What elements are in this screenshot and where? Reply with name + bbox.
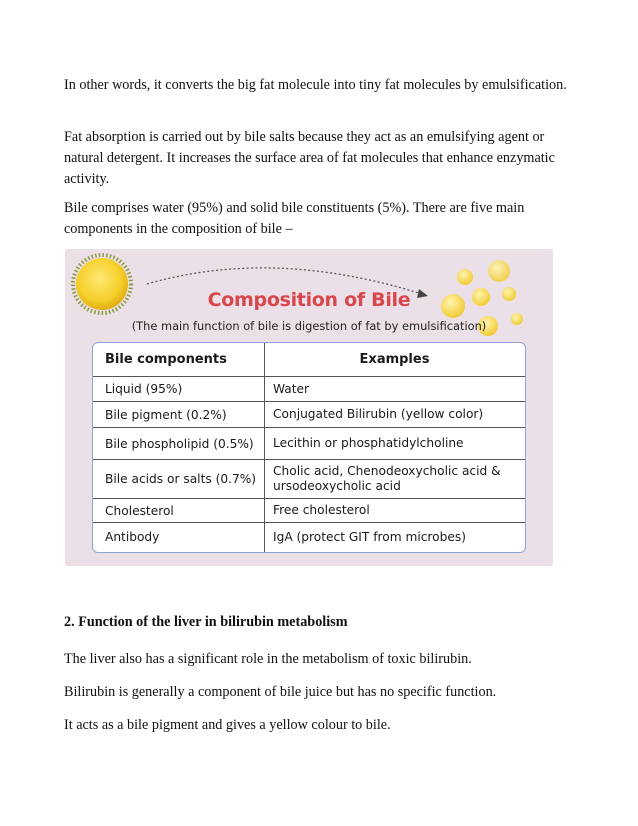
example-cell: Water	[273, 381, 310, 396]
figure-subtitle: (The main function of bile is digestion of fat by emulsification)	[131, 319, 487, 333]
paragraph-bilirubin-component: Bilirubin is generally a component of bile juice but has no specific function.	[64, 684, 497, 700]
table-header-row	[93, 343, 525, 376]
table-row	[93, 428, 525, 459]
example-cell: Cholic acid, Chenodeoxycholic acid & ursodeoxycholic acid	[273, 464, 501, 493]
component-cell: Antibody	[105, 530, 160, 544]
component-cell: Bile phospholipid (0.5%)	[105, 436, 254, 451]
example-cell: Lecithin or phosphatidylcholine	[273, 436, 464, 450]
paragraph-bile-composition: Bile comprises water (95%) and solid bile constituents (5%). There are five main components in the composition of bile –	[64, 200, 525, 237]
header-bile-components: Bile components	[105, 352, 227, 367]
section-heading: 2. Function of the liver in bilirubin metabolism	[64, 614, 348, 630]
example-cell: Free cholesterol	[273, 503, 370, 517]
paragraph-emulsification: In other words, it converts the big fat molecule into tiny fat molecules by emulsification.	[64, 77, 567, 93]
example-cell: IgA (protect GIT from microbes)	[273, 529, 466, 544]
table-row	[93, 523, 525, 551]
paragraph-bilirubin-role: The liver also has a significant role in the metabolism of toxic bilirubin.	[64, 651, 472, 667]
bile-composition-infographic	[65, 249, 553, 566]
bile-components-table	[92, 342, 526, 553]
component-cell: Bile pigment (0.2%)	[105, 407, 227, 422]
component-cell: Cholesterol	[105, 503, 174, 518]
table-row	[93, 377, 525, 401]
example-cell: Conjugated Bilirubin (yellow color)	[273, 407, 484, 421]
table-row	[93, 460, 525, 498]
figure-title: Composition of Bile	[207, 289, 411, 311]
header-examples: Examples	[359, 352, 430, 367]
paragraph-bile-pigment: It acts as a bile pigment and gives a yellow colour to bile.	[64, 717, 391, 733]
component-cell: Liquid (95%)	[105, 382, 183, 396]
table-row	[93, 499, 525, 522]
paragraph-fat-absorption: Fat absorption is carried out by bile salts because they act as an emulsifying agent or natural detergent. It increases the surface area of fat molecules that enhance enzymatic activity.	[64, 129, 555, 187]
table-row	[93, 402, 525, 427]
component-cell: Bile acids or salts (0.7%)	[105, 472, 257, 486]
